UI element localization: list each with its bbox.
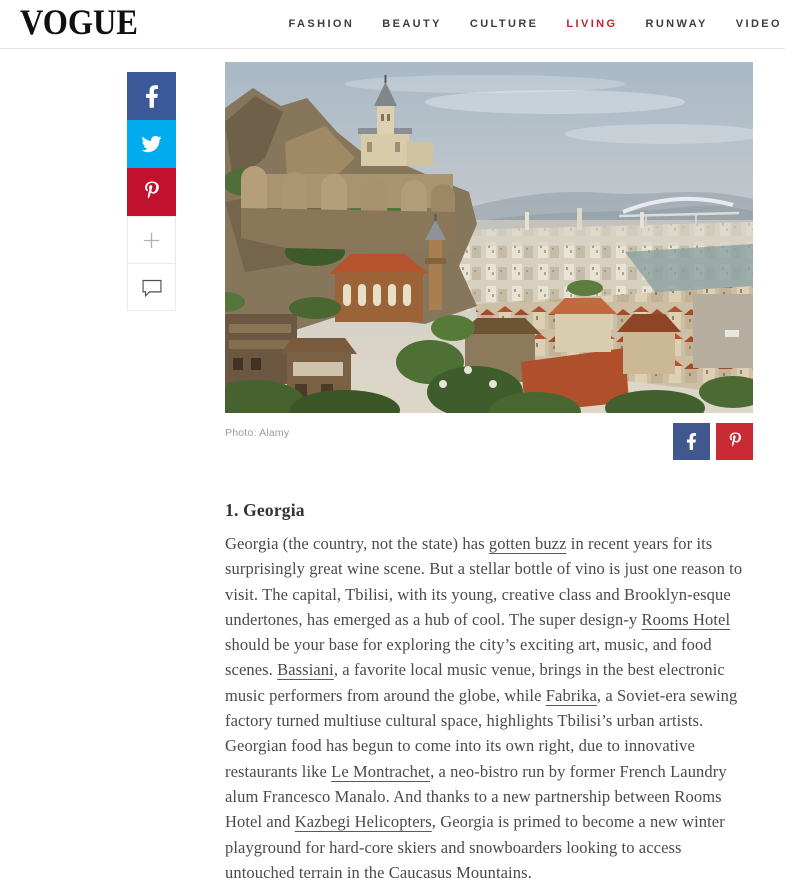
section-heading: 1. Georgia bbox=[225, 500, 305, 520]
pinterest-icon bbox=[728, 432, 742, 451]
hero-pinterest-button[interactable] bbox=[716, 423, 753, 460]
hero-share-buttons bbox=[673, 423, 753, 460]
share-facebook-button[interactable] bbox=[127, 72, 176, 120]
facebook-icon bbox=[686, 433, 697, 450]
vogue-logo[interactable]: VOGUE bbox=[20, 4, 138, 43]
paragraph-text: in recent years for its surprisingly great wine scene. But a stellar bottle of vino is just one reason to visit. The capital, Tbilisi, with its young, creative class and Brooklyn-esque undertones, has emerged as a hub of cool. The super design-y bbox=[225, 534, 743, 629]
nav-item-culture[interactable]: CULTURE bbox=[469, 18, 539, 30]
share-pinterest-button[interactable] bbox=[127, 168, 176, 216]
comment-icon bbox=[139, 274, 165, 300]
paragraph-text: Georgia (the country, not the state) has bbox=[225, 534, 489, 553]
paragraph-text: , a neo-bistro run by former French Laundry alum Francesco Manalo. And thanks to a new partnership between Rooms Hotel and bbox=[225, 761, 727, 832]
facebook-icon bbox=[145, 85, 159, 108]
paragraph-text: , a favorite local music venue, brings in the best electronic music performers from around the globe, while bbox=[225, 660, 725, 705]
inline-link[interactable]: Bassiani bbox=[277, 660, 334, 680]
hero-facebook-button[interactable] bbox=[673, 423, 710, 460]
inline-link[interactable]: Kazbegi Helicopters bbox=[294, 812, 432, 832]
social-share-rail bbox=[127, 72, 176, 311]
paragraph-text: , Georgia is primed to become a new winter playground for hard-core skiers and snowboarders looking to access untouched terrain in the Caucasus Mountains. bbox=[225, 812, 725, 882]
header bbox=[0, 0, 785, 49]
inline-link[interactable]: Rooms Hotel bbox=[641, 609, 731, 629]
inline-link[interactable]: Le Montrachet bbox=[331, 761, 431, 781]
share-twitter-button[interactable] bbox=[127, 120, 176, 168]
inline-link[interactable]: gotten buzz bbox=[488, 534, 567, 553]
paragraph-text: should be your base for exploring the city’s exciting art, music, and food scenes. bbox=[225, 635, 712, 680]
twitter-icon bbox=[140, 134, 163, 154]
nav-item-living[interactable]: LIVING bbox=[566, 18, 618, 30]
nav-item-runway[interactable]: RUNWAY bbox=[645, 18, 708, 30]
main-nav bbox=[289, 0, 785, 48]
comments-button[interactable] bbox=[127, 263, 176, 311]
credit-row bbox=[225, 423, 753, 460]
article-paragraph bbox=[225, 531, 754, 885]
inline-link[interactable]: Fabrika bbox=[545, 685, 597, 705]
nav-item-fashion[interactable]: FASHION bbox=[288, 18, 355, 30]
article-hero-image bbox=[225, 62, 753, 413]
pinterest-icon bbox=[143, 181, 160, 204]
plus-icon bbox=[140, 229, 163, 252]
share-more-button[interactable] bbox=[127, 216, 176, 264]
photo-credit: Photo: Alamy bbox=[225, 427, 290, 439]
nav-item-beauty[interactable]: BEAUTY bbox=[382, 18, 442, 30]
paragraph-text: , a Soviet-era sewing factory turned multiuse cultural space, highlights Tbilisi’s urban artists. Georgian food has begun to come into its own right, due to innovative restaurants like bbox=[225, 685, 738, 781]
article-body bbox=[225, 500, 754, 885]
hero-section bbox=[225, 62, 753, 460]
nav-item-video[interactable]: VIDEO bbox=[735, 18, 782, 30]
